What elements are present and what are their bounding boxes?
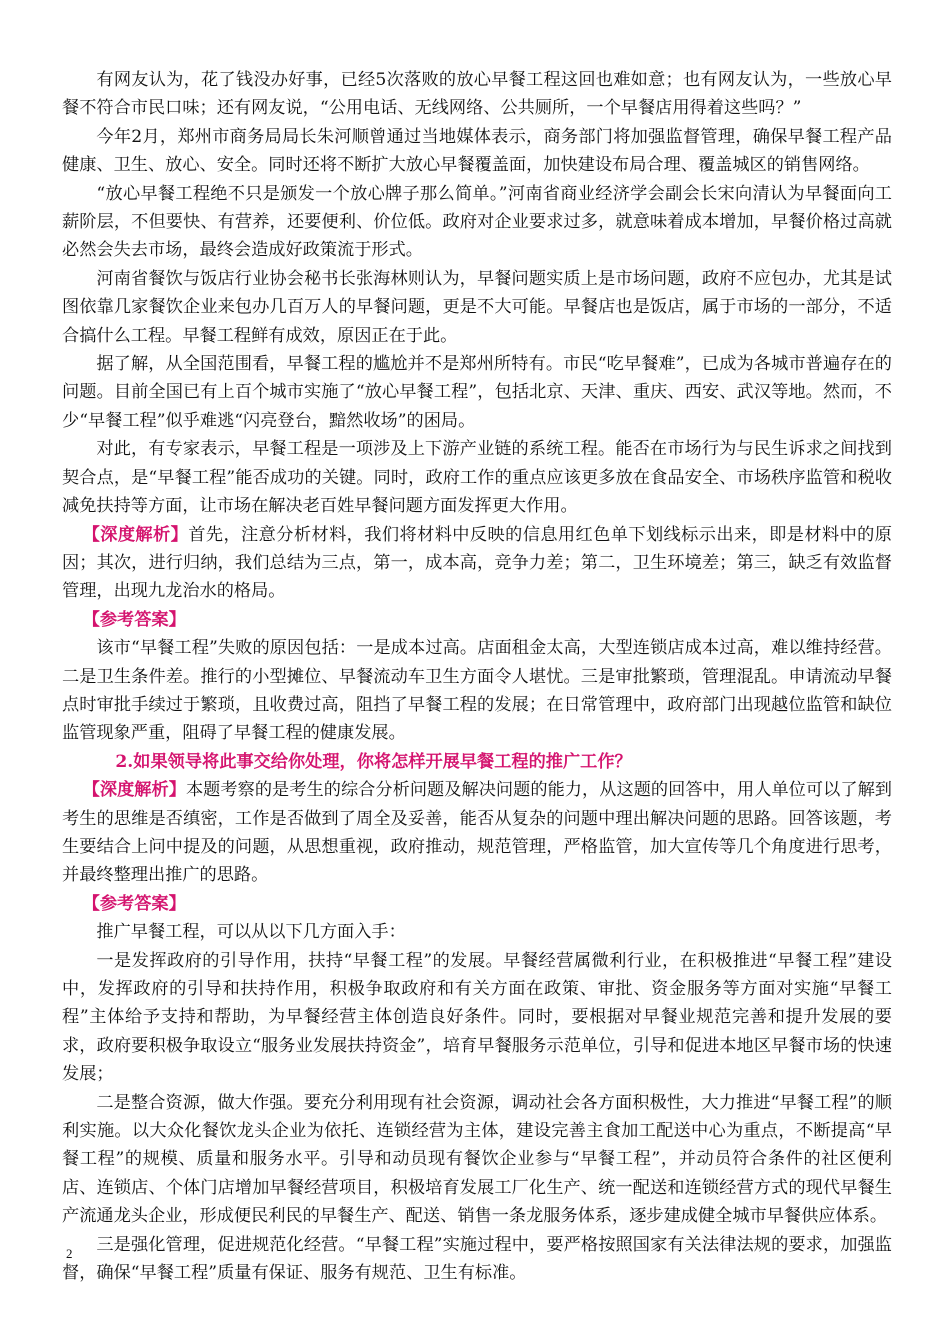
question-2: 2.如果领导将此事交给你处理，你将怎样开展早餐工程的推广工作？ xyxy=(115,751,632,772)
paragraph-netizens: 有网友认为，花了钱没办好事，已经5次落败的放心早餐工程这回也难如意；也有网友认为，一些放心早餐不符合市民口味；还有网友说，“公用电话、无线网络、公共厕所，一个早餐店用得着这些吗？” xyxy=(62,70,892,119)
paragraph-commerce-bureau: 今年2月，郑州市商务局局长朱河顺曾通过当地媒体表示，商务部门将加强监督管理，确保早餐工程产品健康、卫生、放心、安全。同时还将不断扩大放心早餐覆盖面，加快建设布局合理、覆盖城区的销售网络。 xyxy=(62,126,892,176)
paragraph-experts: 对此，有专家表示，早餐工程是一项涉及上下游产业链的系统工程。能否在市场行为与民生诉求之间找到契合点，是“早餐工程”能否成功的关键。同时，政府工作的重点应该更多放在食品安全、市场秩序监管和税收减免扶持等方面，让市场在解决老百姓早餐问题方面发挥更大作用。 xyxy=(62,439,892,517)
analysis-label: 【深度解析】 xyxy=(82,524,189,545)
answer-1-heading xyxy=(62,606,892,634)
paragraph-zhang-hailin: 河南省餐饮与饭店行业协会秘书长张海林则认为，早餐问题实质上是市场问题，政府不应包办，尤其是试图依靠几家餐饮企业来包办几百万人的早餐问题，更是不大可能。早餐店也是饭店，属于市场的一部分，不适合搞什么工程。早餐工程鲜有成效，原因正在于此。 xyxy=(62,268,892,346)
analysis-label: 【深度解析】 xyxy=(82,780,186,801)
analysis-2 xyxy=(62,776,892,890)
analysis-text: 首先，注意分析材料，我们将材料中反映的信息用红色单下划线标示出来，即是材料中的原因；其次，进行归纳，我们总结为三点，第一，成本高，竞争力差；第二，卫生环境差；第三，缺乏有效监督管理，出现九龙治水的格局。 xyxy=(62,524,892,602)
analysis-1 xyxy=(62,521,892,606)
answer-2-intro: 推广早餐工程，可以从以下几方面入手： xyxy=(96,922,406,943)
document-page xyxy=(62,66,892,1287)
analysis-text: 本题考察的是考生的综合分析问题及解决问题的能力，从这题的回答中，用人单位可以了解到考生的思维是否缜密，工作是否做到了周全及妥善，能否从复杂的问题中理出解决问题的思路。回答该题，考生要结合上问中提及的问题，从思想重视，政府推动，规范管理，严格监管，加大宣传等几个角度进行思考，并最终整理出推广的思路。 xyxy=(62,780,892,886)
answer-2-heading xyxy=(62,890,892,918)
page-number: 2 xyxy=(66,1246,73,1261)
paragraph-national-view: 据了解，从全国范围看，早餐工程的尴尬并不是郑州所特有。市民“吃早餐难”，已成为各城市普遍存在的问题。目前全国已有上百个城市实施了“放心早餐工程”，包括北京、天津、重庆、西安、武汉等地。然而，不少“早餐工程”似乎难逃“闪亮登台，黯然收场”的困局。 xyxy=(62,354,892,431)
answer-label: 【参考答案】 xyxy=(82,609,186,630)
answer-label: 【参考答案】 xyxy=(82,893,186,914)
answer-2-point-3: 三是强化管理，促进规范化经营。“早餐工程”实施过程中，要严格按照国家有关法律法规的要求，加强监督，确保“早餐工程”质量有保证、服务有规范、卫生有标准。 xyxy=(62,1234,892,1284)
answer-2-point-1: 一是发挥政府的引导作用，扶持“早餐工程”的发展。早餐经营属微利行业，在积极推进“早餐工程”建设中，发挥政府的引导和扶持作用，积极争取政府和有关方面在政策、审批、资金服务等方面对实施“早餐工程”主体给予支持和帮助，为早餐经营主体创造良好条件。同时，要根据对早餐业规范完善和提升发展的要求，政府要积极争取设立“服务业发展扶持资金”，培育早餐服务示范单位，引导和促进本地区早餐市场的快速发展； xyxy=(62,950,892,1085)
answer-1-text: 该市“早餐工程”失败的原因包括：一是成本过高。店面租金太高，大型连锁店成本过高，难以维持经营。二是卫生条件差。推行的小型摊位、早餐流动车卫生方面令人堪忧。三是审批繁琐，管理混乱。申请流动早餐点时审批手续过于繁琐，且收费过高，阻挡了早餐工程的发展；在日常管理中，政府部门出现越位监管和缺位监管现象严重，阻碍了早餐工程的健康发展。 xyxy=(62,638,892,744)
answer-2-point-2: 二是整合资源，做大作强。要充分利用现有社会资源，调动社会各方面积极性，大力推进“早餐工程”的顺利实施。以大众化餐饮龙头企业为依托、连锁经营为主体，建设完善主食加工配送中心为重点，不断提高“早餐工程”的规模、质量和服务水平。引导和动员现有餐饮企业参与“早餐工程”，并动员符合条件的社区便利店、连锁店、个体门店增加早餐经营项目，积极培育发展工厂化生产、统一配送和连锁经营方式的现代早餐生产流通龙头企业，形成便民利民的早餐生产、配送、销售一条龙服务体系，逐步建成健全城市早餐供应体系。 xyxy=(62,1092,892,1227)
paragraph-song-xiangqing: “放心早餐工程绝不只是颁发一个放心牌子那么简单。”河南省商业经济学会副会长宋向清认为早餐面向工薪阶层，不但要快、有营养，还要便利、价位低。政府对企业要求过多，就意味着成本增加，早餐价格过高就必然会失去市场，最终会造成好政策流于形式。 xyxy=(62,183,892,261)
